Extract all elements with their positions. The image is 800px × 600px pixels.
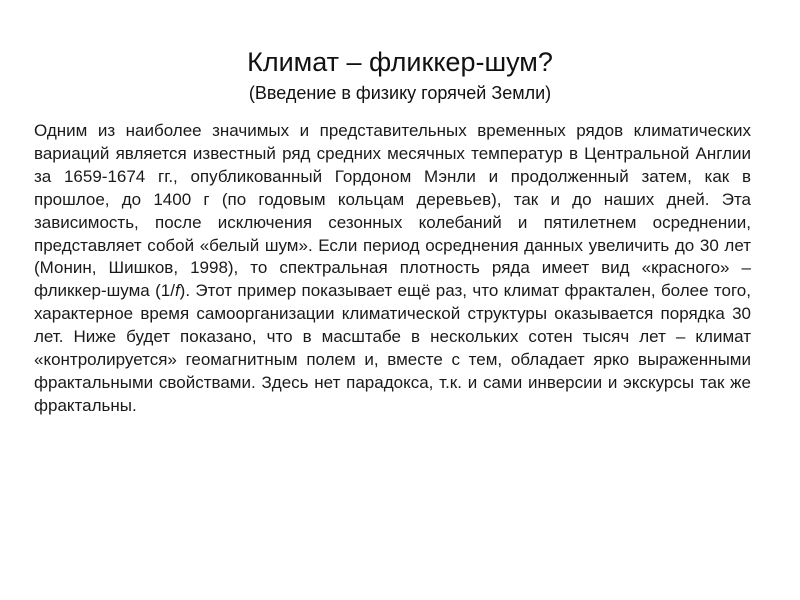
slide-subtitle: (Введение в физику горячей Земли) [248, 83, 552, 103]
body-text-part-2: ). Этот пример показывает ещё раз, что климат фрактален, более того, характерное время самоорганизации климатической структуры оказывается порядка 30 лет. Ниже будет показано, что в масштабе в нескольких сотен тысяч лет – климат «контролируется» геомагнитным полем и, вместе с тем, обладает ярко выраженными фрактальными свойствами. Здесь нет парадокса, т.к. и сами инверсии и экскурсы так же фрактальны. [34, 281, 751, 415]
slide-title: Климат – фликкер-шум? [247, 47, 553, 77]
body-text-italic-f: f [174, 281, 180, 301]
body-text-part-1: Одним из наиболее значимых и представительных временных рядов климатических вариаций является известный ряд средних месячных температур в Центральной Англии за 1659-1674 гг., опубликованный Гордоном Мэнли и продолженный затем, как в прошлое, до 1400 г (по годовым кольцам деревьев), так и до наших дней. Эта зависимость, после исключения сезонных колебаний и пятилетнем осреднении, представляет собой «белый шум». Если период осреднения данных увеличить до 30 лет (Монин, Шишков, 1998), то спектральная плотность ряда имеет вид «красного» – фликкер-шума (1/ [34, 121, 751, 301]
body-paragraph [34, 120, 751, 418]
